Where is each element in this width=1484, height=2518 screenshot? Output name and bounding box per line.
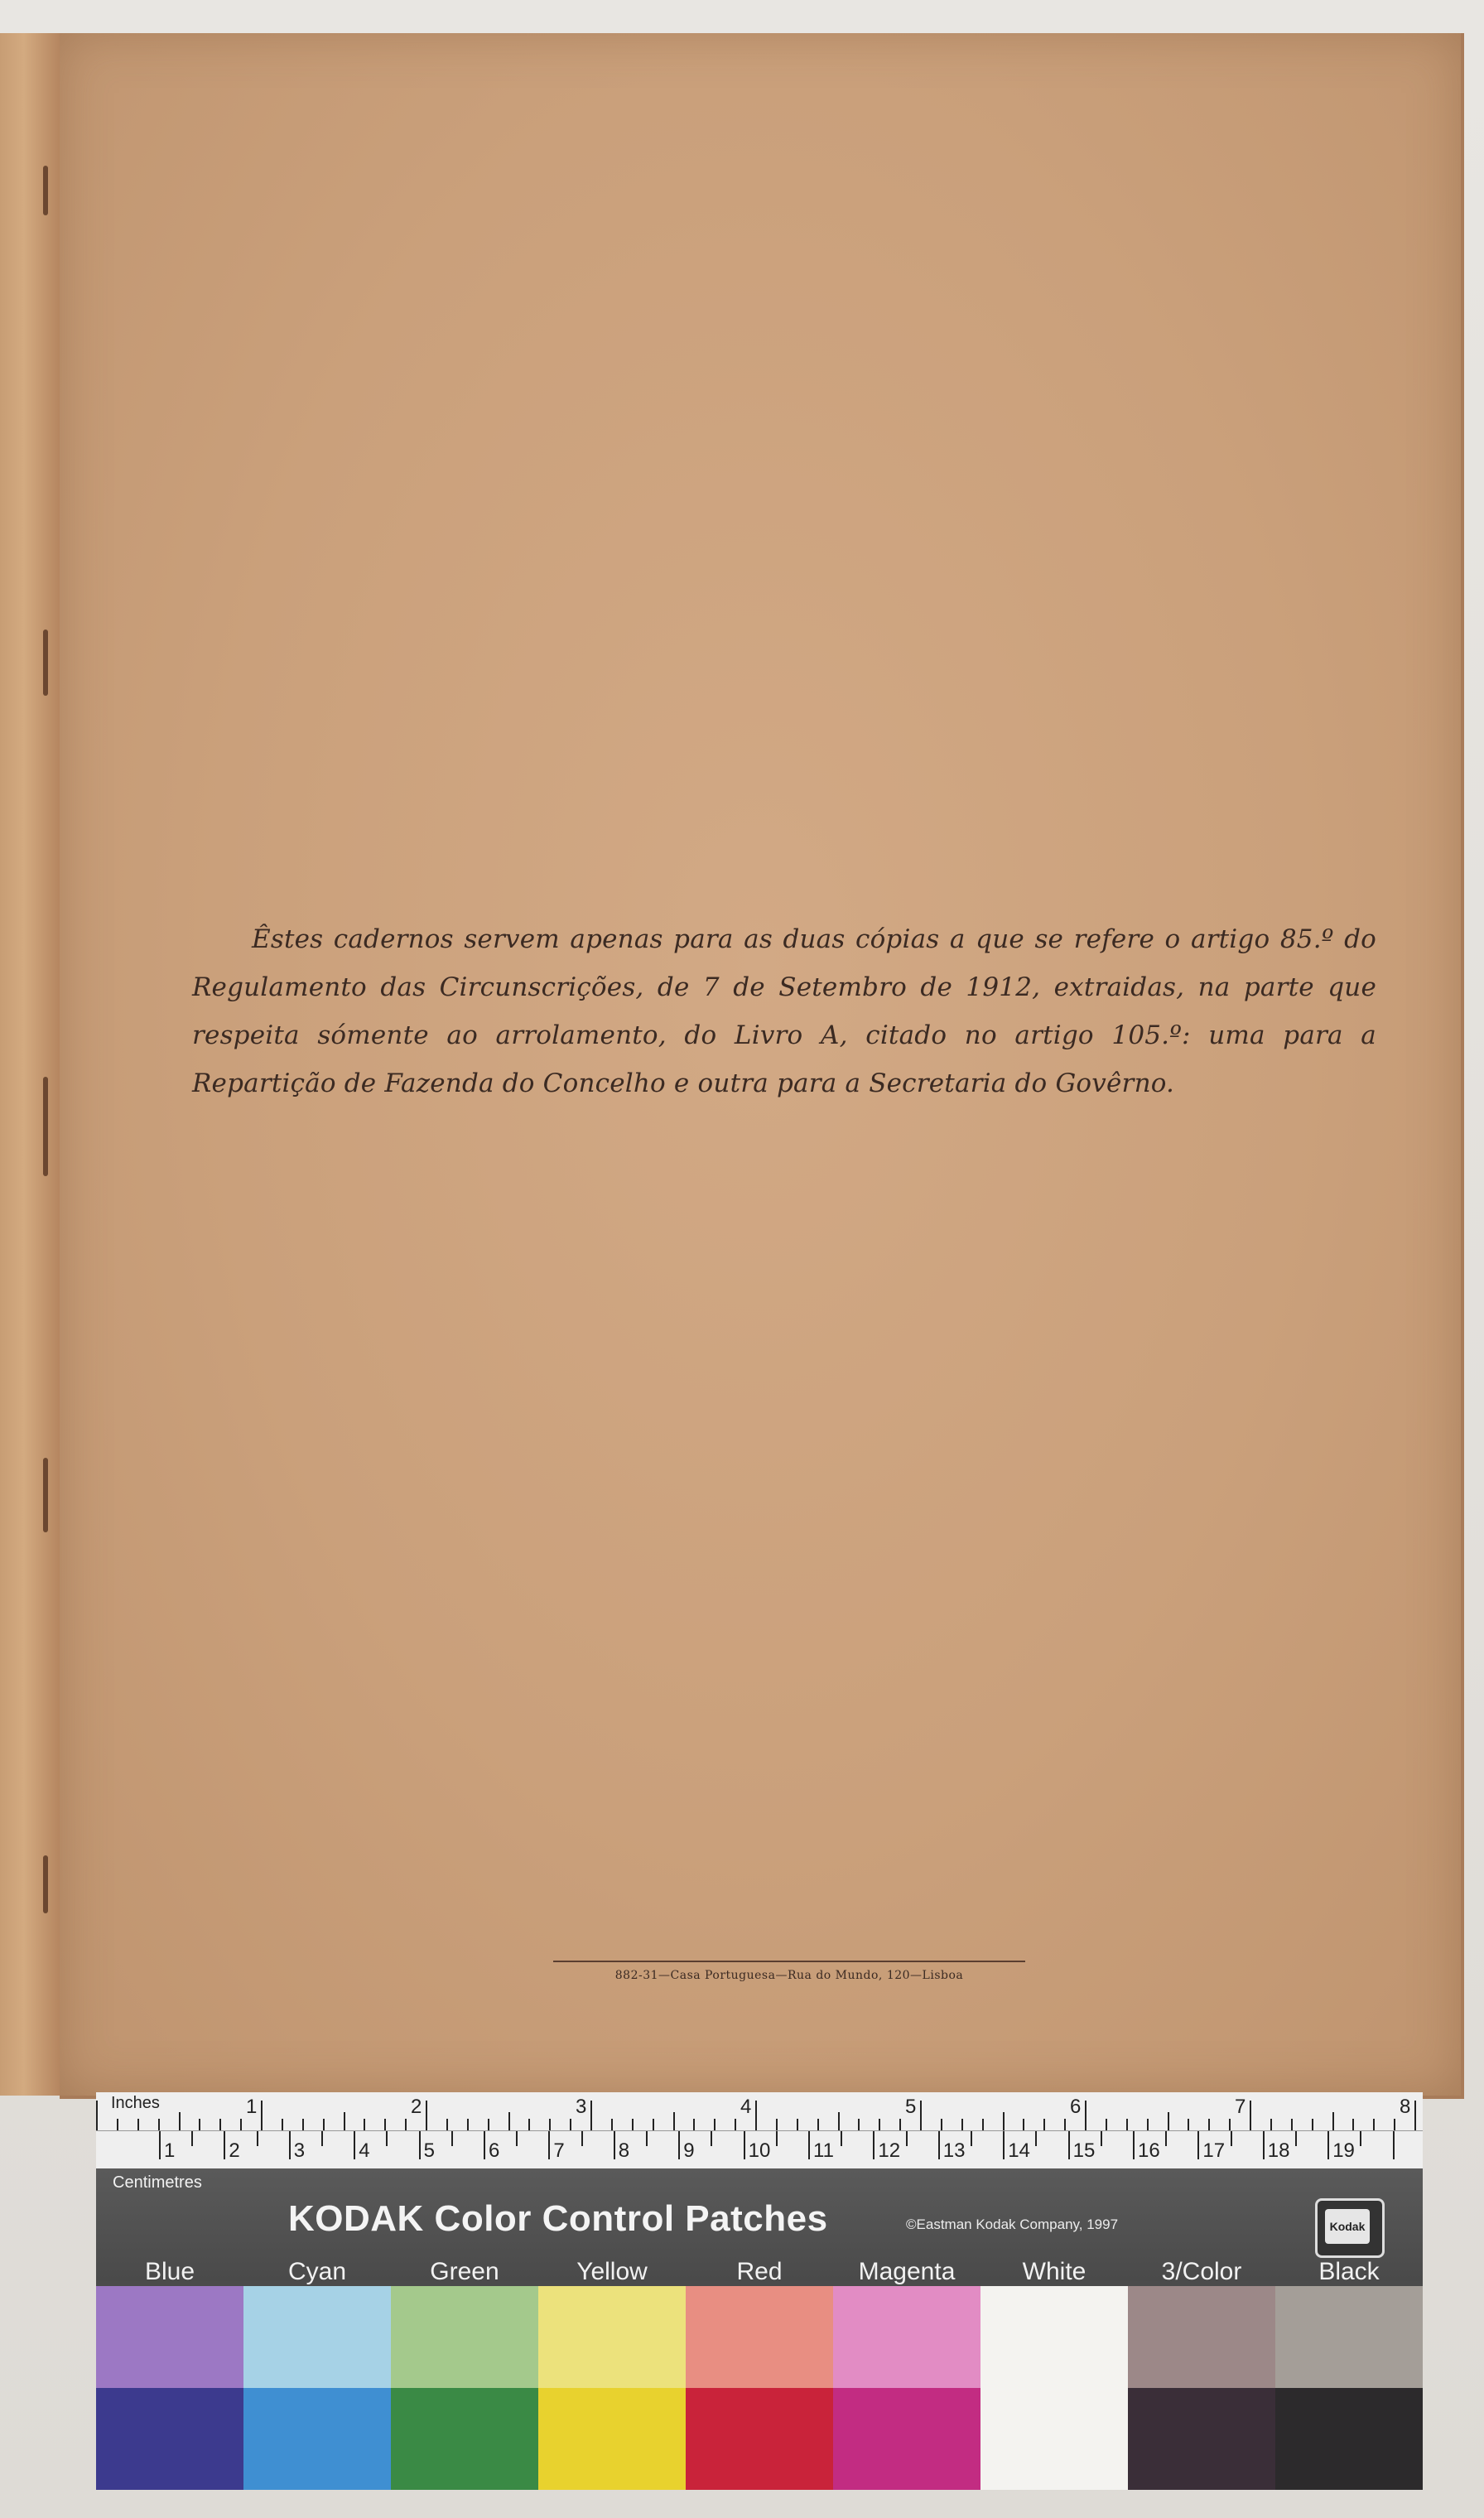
notice-paragraph: Êstes cadernos servem apenas para as duas cópias a que se refere o artigo 85.º do Regulamento das Circunscrições, de 7 de Setembro de 1912, extraidas, na parte que respeita sómente ao arrolamento, do Livro A, citado no artigo 105.º: uma para a Repartição de Fazenda do Concelho e outra para a Secretaria do Govêrno. <box>192 924 1376 1098</box>
spine-stitch <box>43 1077 48 1176</box>
cm-tick <box>614 2131 615 2159</box>
color-patch-bottom <box>980 2388 1128 2490</box>
spine-stitch <box>43 1458 48 1532</box>
cm-number: 9 <box>683 2139 695 2162</box>
cm-number: 13 <box>942 2139 966 2162</box>
inch-tick <box>549 2119 551 2130</box>
inch-tick <box>240 2119 242 2130</box>
inch-tick <box>714 2119 716 2130</box>
cm-tick <box>1101 2131 1102 2146</box>
cm-tick <box>873 2131 874 2159</box>
patch-label: Magenta <box>858 2258 956 2285</box>
inch-tick <box>1106 2119 1107 2130</box>
inch-tick <box>426 2101 427 2130</box>
inch-tick <box>1043 2119 1045 2130</box>
inch-tick <box>920 2101 922 2130</box>
inch-tick <box>158 2119 160 2130</box>
cm-tick <box>1068 2131 1070 2159</box>
inch-tick <box>137 2119 139 2130</box>
inch-tick <box>179 2112 181 2130</box>
cm-tick <box>386 2131 388 2146</box>
inch-tick <box>879 2119 880 2130</box>
kodak-title: KODAK Color Control Patches <box>288 2198 828 2239</box>
cm-tick <box>1263 2131 1265 2159</box>
inch-tick <box>1312 2119 1313 2130</box>
inch-tick <box>1250 2101 1251 2130</box>
color-patch-bottom <box>686 2388 833 2490</box>
cm-tick <box>1360 2131 1361 2146</box>
cm-tick <box>1327 2131 1329 2159</box>
cm-tick <box>906 2131 908 2146</box>
cm-number: 6 <box>489 2139 500 2162</box>
patch-label: Cyan <box>287 2258 347 2285</box>
inch-tick <box>1023 2119 1024 2130</box>
spine-stitch <box>43 1855 48 1913</box>
patch-label: Black <box>1318 2258 1380 2285</box>
cm-tick <box>971 2131 972 2146</box>
adjacent-page-edge <box>0 33 62 2096</box>
inch-tick <box>467 2119 469 2130</box>
inch-tick <box>693 2119 695 2130</box>
cm-number: 3 <box>293 2139 306 2162</box>
inch-tick <box>1003 2112 1005 2130</box>
inch-number: 5 <box>905 2096 917 2118</box>
inch-tick <box>1270 2119 1272 2130</box>
cm-number: 17 <box>1202 2139 1226 2162</box>
printer-imprint: 882-31—Casa Portuguesa—Rua do Mundo, 120—Lisboa <box>614 1969 964 1982</box>
cm-tick <box>289 2131 291 2159</box>
patch-label: 3/Color <box>1161 2258 1242 2285</box>
spine-stitch <box>43 630 48 696</box>
inch-tick <box>1208 2119 1210 2130</box>
cm-tick <box>257 2131 258 2146</box>
inch-number: 8 <box>1400 2096 1411 2118</box>
color-patch-top <box>980 2286 1128 2388</box>
color-patch-bottom <box>1275 2388 1423 2490</box>
inch-tick <box>446 2119 448 2130</box>
inch-tick <box>590 2101 592 2130</box>
color-patch-top <box>686 2286 833 2388</box>
inch-tick <box>1188 2119 1189 2130</box>
color-patch-bottom <box>243 2388 391 2490</box>
inch-tick <box>1394 2119 1395 2130</box>
inch-tick <box>1229 2119 1231 2130</box>
color-patch-top <box>96 2286 243 2388</box>
cm-tick <box>191 2131 193 2146</box>
cm-tick <box>1295 2131 1297 2146</box>
cm-tick <box>1393 2131 1395 2159</box>
inches-label: Inches <box>111 2094 160 2112</box>
inch-tick <box>817 2119 819 2130</box>
cm-number: 8 <box>618 2139 630 2162</box>
inch-tick <box>1126 2119 1128 2130</box>
patch-labels <box>96 2258 1423 2286</box>
patch-label: White <box>1022 2258 1086 2285</box>
inch-tick <box>219 2119 221 2130</box>
inch-number: 4 <box>740 2096 752 2118</box>
inch-tick <box>364 2119 365 2130</box>
cm-number: 18 <box>1267 2139 1290 2162</box>
cm-tick <box>1165 2131 1167 2146</box>
cm-number: 12 <box>878 2139 901 2162</box>
color-patch-top <box>243 2286 391 2388</box>
inch-tick <box>508 2112 510 2130</box>
cm-tick <box>321 2131 323 2146</box>
cm-tick <box>451 2131 453 2146</box>
inch-tick <box>838 2112 840 2130</box>
cm-tick <box>419 2131 421 2159</box>
cm-tick <box>516 2131 518 2146</box>
kodak-color-target <box>96 2092 1423 2490</box>
inch-tick <box>735 2119 736 2130</box>
inch-tick <box>302 2119 304 2130</box>
cm-number: 7 <box>553 2139 565 2162</box>
color-patch-top <box>833 2286 980 2388</box>
cm-tick <box>646 2131 648 2146</box>
inch-tick <box>961 2119 963 2130</box>
color-patches <box>96 2286 1423 2490</box>
color-patch-bottom <box>96 2388 243 2490</box>
inch-tick <box>1147 2119 1149 2130</box>
cm-tick <box>484 2131 485 2159</box>
inch-tick <box>1085 2101 1086 2130</box>
imprint-rule <box>553 1961 1025 1962</box>
inch-tick <box>1352 2119 1354 2130</box>
cm-tick <box>548 2131 550 2159</box>
inch-tick <box>673 2112 675 2130</box>
cm-tick <box>159 2131 161 2159</box>
inch-tick <box>199 2119 200 2130</box>
cm-tick <box>678 2131 680 2159</box>
spine-stitch <box>43 166 48 215</box>
inch-number: 7 <box>1235 2096 1246 2118</box>
color-patch-top <box>391 2286 538 2388</box>
inch-number: 3 <box>576 2096 587 2118</box>
kodak-copyright: ©Eastman Kodak Company, 1997 <box>906 2217 1119 2232</box>
inch-tick <box>1373 2119 1375 2130</box>
inch-tick <box>96 2101 98 2130</box>
cm-tick <box>711 2131 712 2146</box>
cm-tick <box>744 2131 745 2159</box>
cm-number: 1 <box>164 2139 176 2162</box>
color-patch-top <box>538 2286 686 2388</box>
inch-tick <box>528 2119 530 2130</box>
patch-label: Red <box>736 2258 783 2285</box>
color-patch-top <box>1128 2286 1275 2388</box>
cm-tick <box>841 2131 842 2146</box>
inch-tick <box>323 2119 325 2130</box>
color-patch-bottom <box>391 2388 538 2490</box>
inch-number: 2 <box>411 2096 422 2118</box>
cm-tick <box>938 2131 940 2159</box>
cm-tick <box>1133 2131 1135 2159</box>
cm-tick <box>1197 2131 1199 2159</box>
inch-tick <box>858 2119 860 2130</box>
cm-number: 15 <box>1072 2139 1096 2162</box>
inch-number: 6 <box>1070 2096 1082 2118</box>
cm-tick <box>1003 2131 1005 2159</box>
cm-tick <box>776 2131 778 2146</box>
inch-number: 1 <box>246 2096 258 2118</box>
cm-number: 2 <box>229 2139 240 2162</box>
cm-number: 19 <box>1332 2139 1355 2162</box>
centimetre-scale <box>96 2130 1423 2169</box>
inch-tick <box>1291 2119 1293 2130</box>
color-patch-bottom <box>1128 2388 1275 2490</box>
cm-tick <box>224 2131 225 2159</box>
inch-tick <box>653 2119 654 2130</box>
cm-number: 4 <box>359 2139 370 2162</box>
inch-tick <box>797 2119 798 2130</box>
inch-tick <box>1168 2112 1169 2130</box>
cm-number: 11 <box>813 2139 834 2162</box>
inch-tick <box>982 2119 984 2130</box>
inch-tick <box>117 2119 118 2130</box>
color-patch-bottom <box>538 2388 686 2490</box>
cm-tick <box>808 2131 810 2159</box>
cm-number: 10 <box>748 2139 771 2162</box>
inch-tick <box>755 2101 757 2130</box>
cm-tick <box>581 2131 583 2146</box>
inch-tick <box>611 2119 613 2130</box>
inch-tick <box>941 2119 942 2130</box>
inch-tick <box>488 2119 489 2130</box>
document-page <box>60 33 1464 2099</box>
inch-tick <box>1332 2112 1334 2130</box>
inch-tick <box>776 2119 778 2130</box>
patch-label: Yellow <box>576 2258 648 2285</box>
ruler <box>96 2092 1423 2170</box>
cm-tick <box>1231 2131 1232 2146</box>
inch-tick <box>632 2119 634 2130</box>
kodak-logo-text: Kodak <box>1325 2209 1370 2244</box>
inch-tick <box>1414 2101 1416 2130</box>
color-patch-bottom <box>833 2388 980 2490</box>
cm-number: 14 <box>1008 2139 1030 2162</box>
inch-tick <box>1064 2119 1066 2130</box>
cm-tick <box>354 2131 355 2159</box>
inch-tick <box>384 2119 386 2130</box>
inch-scale <box>96 2092 1423 2130</box>
cm-number: 5 <box>423 2139 435 2162</box>
inch-tick <box>282 2119 283 2130</box>
centimetres-label: Centimetres <box>113 2173 202 2192</box>
inch-tick <box>570 2119 571 2130</box>
patch-label: Blue <box>144 2258 195 2285</box>
inch-tick <box>405 2119 407 2130</box>
patch-label: Green <box>430 2258 499 2285</box>
cm-tick <box>1035 2131 1037 2146</box>
cm-number: 16 <box>1138 2139 1160 2162</box>
kodak-logo-icon <box>1315 2198 1385 2258</box>
inch-tick <box>261 2101 263 2130</box>
inch-tick <box>899 2119 901 2130</box>
inch-tick <box>344 2112 345 2130</box>
color-patch-top <box>1275 2286 1423 2388</box>
